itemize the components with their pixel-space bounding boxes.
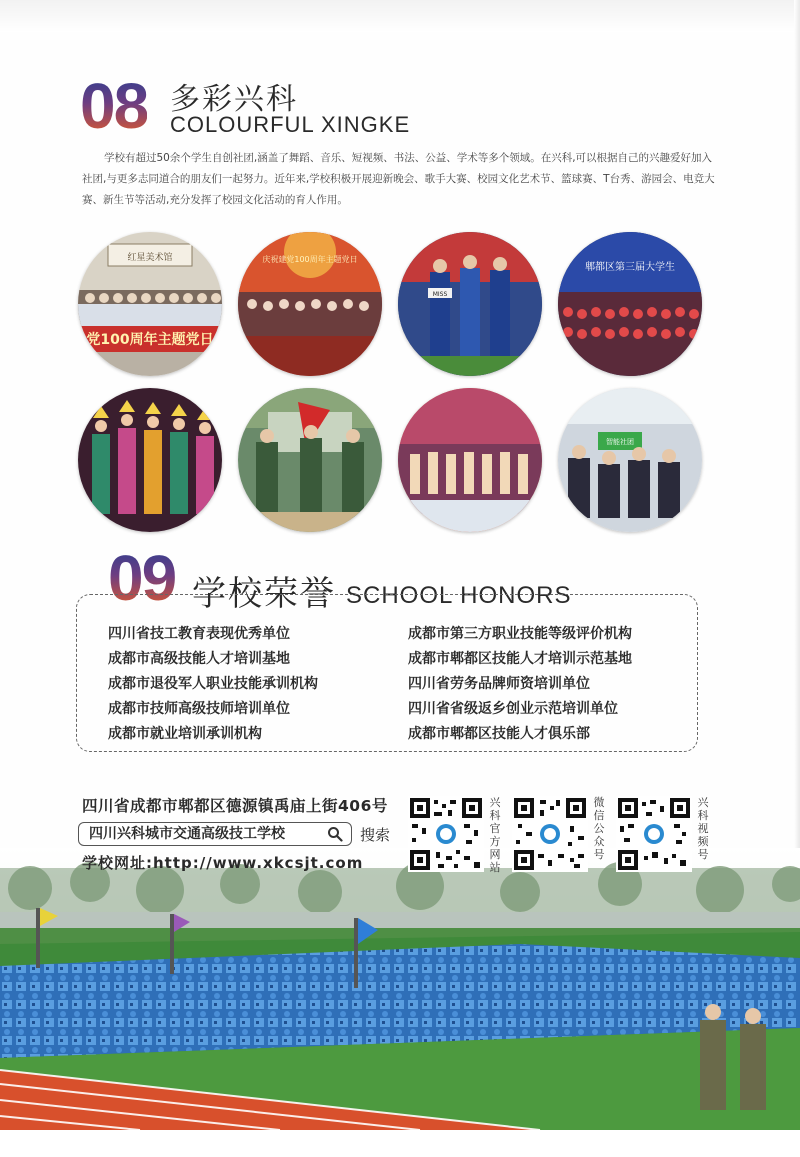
qr-label-wechat: 微信公众号: [593, 796, 605, 861]
honors-left-column: [108, 622, 318, 747]
school-search-box[interactable]: [78, 822, 352, 846]
photo-4-screen: 郫都区第三届大学生: [585, 262, 675, 273]
photo-1-banner: 党100周年主题党日: [86, 332, 214, 348]
section-09-number: 09: [108, 542, 176, 614]
search-icon: [327, 826, 343, 842]
campus-military-training-photo: [0, 848, 800, 1130]
school-website: 学校网址:http://www.xkcsjt.com: [82, 854, 364, 872]
photo-auditorium-event: [558, 232, 702, 376]
section-09-title-cn: 学校荣誉: [192, 574, 336, 614]
qr-code-video-channel: [616, 796, 692, 872]
photo-1-sign: 红星美术馆: [127, 253, 173, 263]
photo-dance-performance: [78, 388, 222, 532]
section-08-title-cn: 多彩兴科: [170, 82, 298, 117]
honor-item: 成都市高级技能人才培训基地: [108, 651, 290, 667]
photo-2-banner: 庆祝建党100周年主题党日: [262, 255, 358, 264]
section-08-number: 08: [80, 70, 148, 142]
section-08-intro: 学校有超过50余个学生自创社团,涵盖了舞蹈、音乐、短视频、书法、公益、学术等多个领域。在兴科,可以根据自己的兴趣爱好加入社团,与更多志同道合的朋友们一起努力。近年来,学校积极开展迎新晚会、歌手大赛、校园文化艺术节、篮球赛、T台秀、游园会、电竞大赛、新生节等活动,充分发挥了校园文化活动的育人作用。: [82, 152, 715, 206]
bottom-margin: [0, 1130, 800, 1157]
section-09-title-en: SCHOOL HONORS: [346, 582, 572, 609]
section-08-title-en: COLOURFUL XINGKE: [170, 112, 411, 137]
top-shadow: [0, 0, 800, 32]
honor-item: 四川省劳务品牌师资培训单位: [408, 676, 590, 692]
honor-item: 成都市就业培训承训机构: [108, 726, 262, 742]
honor-item: 成都市第三方职业技能等级评价机构: [408, 626, 632, 642]
photo-stage-ceremony: [238, 232, 382, 376]
qr-label-video-channel: 兴科视频号: [697, 796, 709, 861]
honor-item: 成都市退役军人职业技能承训机构: [108, 676, 318, 692]
honors-right-column: [408, 622, 632, 747]
search-box-text: 四川兴科城市交通高级技工学校: [89, 826, 285, 842]
honor-item: 成都市郫都区技能人才培训示范基地: [408, 651, 632, 667]
photo-tshow-models: [398, 232, 542, 376]
photo-club-group: [558, 388, 702, 532]
qr-label-official-website: 兴科官方网站: [489, 796, 501, 874]
school-address: 四川省成都市郫都区德源镇禹庙上街406号: [82, 797, 388, 815]
photo-stage-dance: [398, 388, 542, 532]
qr-code-official-website: [408, 796, 484, 872]
search-label: 搜索: [360, 826, 391, 844]
honor-item: 四川省省级返乡创业示范培训单位: [408, 701, 618, 717]
photo-flag-guard: [238, 388, 382, 532]
honor-item: 四川省技工教育表现优秀单位: [108, 626, 290, 642]
honor-item: 成都市郫都区技能人才俱乐部: [408, 726, 590, 742]
photo-party-day: [78, 232, 222, 376]
qr-code-wechat: [512, 796, 588, 872]
honor-item: 成都市技师高级技师培训单位: [108, 701, 290, 717]
photo-8-sign: 智能社团: [606, 438, 634, 446]
photo-3-sash: MISS: [432, 291, 448, 298]
